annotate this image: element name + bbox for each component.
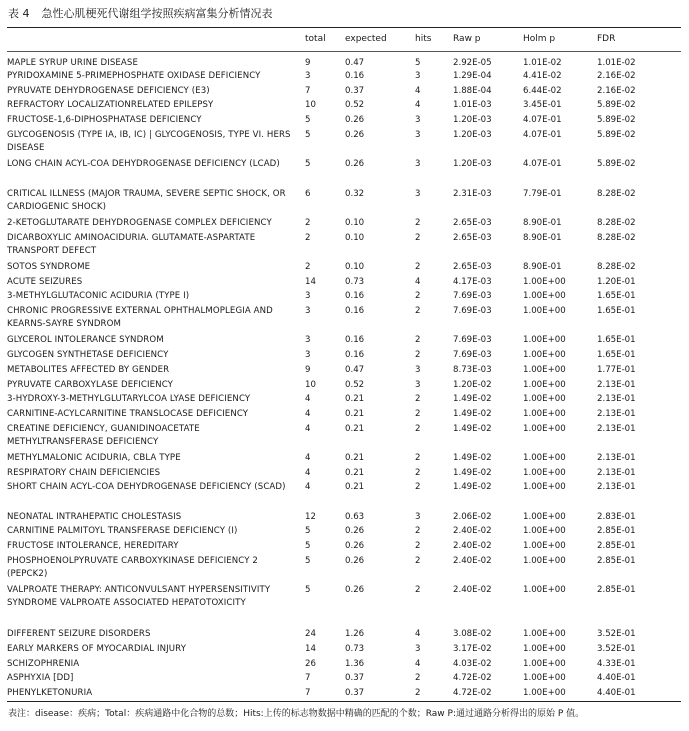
cell-holm-p: 1.00E+00 — [523, 629, 566, 640]
table-row — [7, 658, 681, 673]
cell-name: MAPLE SYRUP URINE DISEASE — [7, 58, 138, 68]
cell-total: 9 — [305, 58, 311, 68]
table-row — [7, 379, 681, 394]
cell-holm-p: 8.90E-01 — [523, 262, 562, 272]
cell-fdr: 8.28E-02 — [597, 232, 636, 243]
header-expected: expected — [345, 34, 387, 44]
cell-name: 2-KETOGLUTARATE DEHYDROGENASE COMPLEX DEFICIENCY — [7, 217, 272, 228]
cell-hits: 3 — [415, 643, 421, 654]
cell-holm-p: 4.07E-01 — [523, 129, 562, 140]
cell-name: VALPROATE THERAPY: ANTICONVULSANT HYPERSENSITIVITY SYNDROME VALPROATE ASSOCIATED HEPATOTOXICITY — [7, 585, 271, 609]
cell-expected: 0.21 — [345, 394, 365, 405]
cell-hits: 2 — [415, 217, 421, 228]
cell-holm-p: 1.00E+00 — [523, 541, 566, 552]
cell-total: 5 — [305, 115, 311, 126]
cell-hits: 3 — [415, 379, 421, 390]
cell-name: LONG CHAIN ACYL-COA DEHYDROGENASE DEFICIENCY (LCAD) — [7, 159, 280, 170]
cell-holm-p: 1.00E+00 — [523, 364, 566, 375]
cell-holm-p: 1.00E+00 — [523, 379, 566, 390]
cell-fdr: 2.85E-01 — [597, 585, 636, 596]
cell-holm-p: 7.79E-01 — [523, 188, 562, 199]
table-row — [7, 525, 681, 540]
cell-holm-p: 1.00E+00 — [523, 335, 566, 346]
cell-name: GLYCOGEN SYNTHETASE DEFICIENCY — [7, 350, 169, 361]
cell-holm-p: 8.90E-01 — [523, 232, 562, 243]
cell-name: 3-HYDROXY-3-METHYLGLUTARYLCOA LYASE DEFICIENCY — [7, 394, 251, 405]
cell-total: 5 — [305, 129, 311, 140]
cell-total: 4 — [305, 394, 311, 405]
table-row — [7, 85, 681, 100]
cell-hits: 2 — [415, 482, 421, 493]
cell-raw-p: 2.31E-03 — [453, 188, 492, 199]
table-row — [7, 540, 681, 555]
cell-fdr: 3.52E-01 — [597, 629, 636, 640]
table-footnote: 表注：disease：疾病；Total：疾病通路中化合物的总数；Hits:上传的标志物数据中精确的匹配的个数；Raw P:通过通路分析得出的原始 P 值。 — [8, 709, 585, 719]
cell-hits: 3 — [415, 364, 421, 375]
cell-raw-p: 2.06E-02 — [453, 511, 492, 522]
cell-fdr: 4.40E-01 — [597, 688, 636, 699]
cell-name: CHRONIC PROGRESSIVE EXTERNAL OPHTHALMOPLEGIA AND KEARNS-SAYRE SYNDROM — [7, 306, 273, 330]
cell-raw-p: 1.49E-02 — [453, 482, 492, 493]
cell-fdr: 2.85E-01 — [597, 526, 636, 537]
cell-hits: 2 — [415, 423, 421, 434]
cell-raw-p: 4.17E-03 — [453, 276, 492, 287]
cell-name: RESPIRATORY CHAIN DEFICIENCIES — [7, 467, 161, 478]
cell-holm-p: 1.00E+00 — [523, 555, 566, 566]
cell-expected: 0.32 — [345, 188, 365, 199]
cell-holm-p: 1.00E+00 — [523, 511, 566, 522]
cell-expected: 0.21 — [345, 452, 365, 463]
cell-raw-p: 1.20E-03 — [453, 115, 492, 126]
cell-expected: 1.36 — [345, 658, 365, 669]
cell-holm-p: 4.07E-01 — [523, 159, 562, 170]
cell-total: 2 — [305, 217, 311, 228]
cell-expected: 0.37 — [345, 688, 365, 699]
cell-total: 12 — [305, 511, 316, 522]
cell-expected: 0.26 — [345, 115, 365, 126]
cell-total: 3 — [305, 71, 311, 81]
cell-expected: 0.26 — [345, 526, 365, 537]
cell-total: 5 — [305, 159, 311, 170]
cell-total: 2 — [305, 262, 311, 272]
cell-expected: 0.21 — [345, 467, 365, 478]
cell-holm-p: 1.00E+00 — [523, 350, 566, 361]
cell-expected: 0.73 — [345, 643, 365, 654]
cell-total: 4 — [305, 482, 311, 493]
cell-fdr: 2.13E-01 — [597, 467, 636, 478]
table-row — [7, 99, 681, 114]
cell-raw-p: 1.49E-02 — [453, 452, 492, 463]
cell-holm-p: 4.41E-02 — [523, 71, 562, 81]
cell-holm-p: 6.44E-02 — [523, 85, 562, 96]
cell-total: 4 — [305, 467, 311, 478]
cell-expected: 0.63 — [345, 511, 365, 522]
table-row — [7, 364, 681, 379]
cell-total: 5 — [305, 555, 311, 566]
cell-raw-p: 2.92E-05 — [453, 58, 492, 68]
cell-total: 2 — [305, 232, 311, 243]
cell-fdr: 5.89E-02 — [597, 159, 636, 170]
cell-raw-p: 1.20E-03 — [453, 159, 492, 170]
cell-fdr: 2.85E-01 — [597, 555, 636, 566]
table-row — [7, 467, 681, 482]
cell-hits: 3 — [415, 188, 421, 199]
cell-holm-p: 1.00E+00 — [523, 452, 566, 463]
cell-hits: 2 — [415, 350, 421, 361]
cell-fdr: 5.89E-02 — [597, 100, 636, 111]
table-row — [7, 334, 681, 349]
cell-expected: 0.26 — [345, 585, 365, 596]
cell-expected: 0.47 — [345, 58, 365, 68]
cell-expected: 0.52 — [345, 379, 365, 390]
cell-fdr: 1.01E-02 — [597, 58, 636, 68]
cell-fdr: 4.40E-01 — [597, 673, 636, 684]
cell-holm-p: 1.00E+00 — [523, 658, 566, 669]
cell-fdr: 2.13E-01 — [597, 379, 636, 390]
cell-expected: 0.26 — [345, 159, 365, 170]
cell-expected: 0.26 — [345, 541, 365, 552]
cell-holm-p: 4.07E-01 — [523, 115, 562, 126]
cell-hits: 2 — [415, 452, 421, 463]
cell-hits: 4 — [415, 629, 421, 640]
cell-fdr: 1.65E-01 — [597, 335, 636, 346]
cell-fdr: 5.89E-02 — [597, 115, 636, 126]
cell-holm-p: 1.00E+00 — [523, 643, 566, 654]
cell-holm-p: 1.00E+00 — [523, 526, 566, 537]
cell-raw-p: 2.40E-02 — [453, 585, 492, 596]
cell-fdr: 8.28E-02 — [597, 188, 636, 199]
cell-name: FRUCTOSE INTOLERANCE, HEREDITARY — [7, 541, 179, 552]
table-row — [7, 217, 681, 232]
cell-hits: 4 — [415, 85, 421, 96]
table-row — [7, 188, 681, 217]
cell-total: 7 — [305, 673, 311, 684]
cell-hits: 2 — [415, 394, 421, 405]
table-row — [7, 158, 681, 187]
cell-raw-p: 1.20E-03 — [453, 129, 492, 140]
cell-hits: 3 — [415, 115, 421, 126]
enrichment-table — [7, 31, 681, 702]
cell-total: 14 — [305, 276, 316, 287]
cell-fdr: 8.28E-02 — [597, 262, 636, 272]
cell-raw-p: 4.03E-02 — [453, 658, 492, 669]
cell-expected: 0.73 — [345, 276, 365, 287]
cell-name: GLYCOGENOSIS (TYPE IA, IB, IC) | GLYCOGENOSIS, TYPE VI. HERS DISEASE — [7, 129, 291, 153]
cell-total: 10 — [305, 100, 316, 111]
cell-name: METABOLITES AFFECTED BY GENDER — [7, 364, 170, 375]
cell-hits: 2 — [415, 555, 421, 566]
table-header-row — [7, 31, 681, 53]
cell-expected: 0.26 — [345, 555, 365, 566]
table-row — [7, 408, 681, 423]
cell-holm-p: 1.00E+00 — [523, 467, 566, 478]
cell-expected: 0.10 — [345, 232, 365, 243]
cell-holm-p: 1.00E+00 — [523, 423, 566, 434]
cell-holm-p: 1.00E+00 — [523, 673, 566, 684]
cell-total: 3 — [305, 306, 311, 317]
header-raw-p: Raw p — [453, 34, 481, 44]
cell-name: CREATINE DEFICIENCY, GUANIDINOACETATE METHYLTRANSFERASE DEFICIENCY — [7, 423, 200, 447]
cell-name: CARNITINE-ACYLCARNITINE TRANSLOCASE DEFICIENCY — [7, 408, 249, 419]
cell-fdr: 2.85E-01 — [597, 541, 636, 552]
table-row — [7, 276, 681, 291]
table-row — [7, 305, 681, 334]
cell-expected: 0.16 — [345, 350, 365, 361]
cell-total: 7 — [305, 85, 311, 96]
table-row — [7, 423, 681, 452]
cell-total: 24 — [305, 629, 316, 640]
cell-raw-p: 8.73E-03 — [453, 364, 492, 375]
cell-fdr: 2.83E-01 — [597, 511, 636, 522]
cell-fdr: 2.13E-01 — [597, 452, 636, 463]
cell-fdr: 2.13E-01 — [597, 482, 636, 493]
table-title: 急性心肌梗死代谢组学按照疾病富集分析情况表 — [41, 7, 273, 20]
cell-holm-p: 3.45E-01 — [523, 100, 562, 111]
cell-fdr: 1.65E-01 — [597, 350, 636, 361]
cell-total: 5 — [305, 585, 311, 596]
table-row — [7, 349, 681, 364]
cell-holm-p: 1.00E+00 — [523, 276, 566, 287]
cell-expected: 1.26 — [345, 629, 365, 640]
cell-expected: 0.10 — [345, 262, 365, 272]
table-row — [7, 129, 681, 158]
cell-total: 4 — [305, 423, 311, 434]
table-row — [7, 555, 681, 584]
cell-hits: 3 — [415, 159, 421, 170]
cell-hits: 2 — [415, 306, 421, 317]
cell-total: 9 — [305, 364, 311, 375]
cell-raw-p: 4.72E-02 — [453, 688, 492, 699]
table-row — [7, 393, 681, 408]
table-row — [7, 261, 681, 276]
table-row — [7, 53, 681, 70]
table-row — [7, 232, 681, 261]
cell-raw-p: 7.69E-03 — [453, 350, 492, 361]
cell-hits: 2 — [415, 467, 421, 478]
header-disease — [7, 31, 305, 53]
cell-raw-p: 1.20E-02 — [453, 379, 492, 390]
cell-fdr: 1.20E-01 — [597, 276, 636, 287]
cell-holm-p: 1.00E+00 — [523, 585, 566, 596]
cell-name: GLYCEROL INTOLERANCE SYNDROM — [7, 335, 164, 346]
cell-raw-p: 1.88E-04 — [453, 85, 492, 96]
cell-total: 6 — [305, 188, 311, 199]
cell-name: ASPHYXIA [DD] — [7, 673, 74, 684]
cell-fdr: 2.16E-02 — [597, 85, 636, 96]
cell-expected: 0.37 — [345, 673, 365, 684]
cell-name: PHOSPHOENOLPYRUVATE CARBOXYKINASE DEFICIENCY 2 (PEPCK2) — [7, 555, 258, 579]
cell-name: EARLY MARKERS OF MYOCARDIAL INJURY — [7, 643, 187, 654]
cell-name: PYRIDOXAMINE 5-PRIMEPHOSPHATE OXIDASE DEFICIENCY — [7, 71, 261, 81]
cell-expected: 0.26 — [345, 129, 365, 140]
cell-expected: 0.16 — [345, 291, 365, 302]
table-row — [7, 672, 681, 687]
cell-hits: 2 — [415, 585, 421, 596]
cell-hits: 2 — [415, 408, 421, 419]
cell-fdr: 1.65E-01 — [597, 291, 636, 302]
cell-name: PYRUVATE DEHYDROGENASE DEFICIENCY (E3) — [7, 85, 210, 96]
table-row — [7, 628, 681, 643]
cell-expected: 0.52 — [345, 100, 365, 111]
cell-name: CRITICAL ILLNESS (MAJOR TRAUMA, SEVERE SEPTIC SHOCK, OR CARDIOGENIC SHOCK) — [7, 188, 286, 212]
cell-fdr: 1.77E-01 — [597, 364, 636, 375]
table-number: 表 4 — [8, 7, 30, 20]
cell-hits: 4 — [415, 658, 421, 669]
cell-holm-p: 1.00E+00 — [523, 291, 566, 302]
header-hits: hits — [415, 34, 432, 44]
table-caption — [8, 7, 273, 21]
cell-name: FRUCTOSE-1,6-DIPHOSPHATASE DEFICIENCY — [7, 115, 202, 126]
top-rule — [7, 27, 681, 28]
cell-raw-p: 7.69E-03 — [453, 291, 492, 302]
cell-expected: 0.10 — [345, 217, 365, 228]
cell-total: 14 — [305, 643, 316, 654]
cell-total: 5 — [305, 526, 311, 537]
cell-raw-p: 4.72E-02 — [453, 673, 492, 684]
cell-name: CARNITINE PALMITOYL TRANSFERASE DEFICIENCY (I) — [7, 526, 238, 537]
cell-expected: 0.47 — [345, 364, 365, 375]
cell-name: 3-METHYLGLUTACONIC ACIDURIA (TYPE I) — [7, 291, 190, 302]
cell-holm-p: 1.00E+00 — [523, 688, 566, 699]
cell-raw-p: 2.65E-03 — [453, 262, 492, 272]
cell-holm-p: 1.01E-02 — [523, 58, 562, 68]
table-row — [7, 511, 681, 526]
header-fdr: FDR — [597, 34, 616, 44]
table-body — [7, 53, 681, 702]
cell-total: 3 — [305, 291, 311, 302]
cell-expected: 0.37 — [345, 85, 365, 96]
table-row — [7, 481, 681, 510]
table-row — [7, 452, 681, 467]
cell-total: 3 — [305, 335, 311, 346]
cell-name: METHYLMALONIC ACIDURIA, CBLA TYPE — [7, 452, 181, 463]
cell-hits: 5 — [415, 58, 421, 68]
cell-raw-p: 2.65E-03 — [453, 232, 492, 243]
header-holm-p: Holm p — [523, 34, 556, 44]
bottom-rule — [7, 701, 681, 702]
cell-hits: 2 — [415, 232, 421, 243]
table-row — [7, 584, 681, 628]
cell-expected: 0.21 — [345, 408, 365, 419]
table-row — [7, 114, 681, 129]
cell-raw-p: 1.01E-03 — [453, 100, 492, 111]
cell-hits: 2 — [415, 262, 421, 272]
cell-hits: 2 — [415, 335, 421, 346]
cell-fdr: 4.33E-01 — [597, 658, 636, 669]
cell-expected: 0.21 — [345, 482, 365, 493]
cell-fdr: 8.28E-02 — [597, 217, 636, 228]
cell-raw-p: 3.17E-02 — [453, 643, 492, 654]
cell-hits: 2 — [415, 526, 421, 537]
cell-name: PYRUVATE CARBOXYLASE DEFICIENCY — [7, 379, 173, 390]
cell-holm-p: 1.00E+00 — [523, 408, 566, 419]
cell-total: 3 — [305, 350, 311, 361]
cell-raw-p: 1.49E-02 — [453, 408, 492, 419]
cell-raw-p: 1.49E-02 — [453, 467, 492, 478]
cell-holm-p: 1.00E+00 — [523, 394, 566, 405]
table-row — [7, 643, 681, 658]
cell-name: NEONATAL INTRAHEPATIC CHOLESTASIS — [7, 511, 182, 522]
cell-total: 4 — [305, 408, 311, 419]
cell-hits: 2 — [415, 688, 421, 699]
cell-holm-p: 1.00E+00 — [523, 306, 566, 317]
cell-raw-p: 1.49E-02 — [453, 423, 492, 434]
cell-fdr: 5.89E-02 — [597, 129, 636, 140]
table-row — [7, 687, 681, 702]
cell-name: PHENYLKETONURIA — [7, 688, 93, 699]
cell-total: 5 — [305, 541, 311, 552]
cell-raw-p: 1.49E-02 — [453, 394, 492, 405]
cell-raw-p: 7.69E-03 — [453, 335, 492, 346]
cell-hits: 4 — [415, 100, 421, 111]
cell-expected: 0.16 — [345, 306, 365, 317]
table-row — [7, 290, 681, 305]
cell-hits: 3 — [415, 129, 421, 140]
cell-total: 7 — [305, 688, 311, 699]
header-total: total — [305, 34, 326, 44]
cell-expected: 0.16 — [345, 335, 365, 346]
cell-name: DICARBOXYLIC AMINOACIDURIA. GLUTAMATE-ASPARTATE TRANSPORT DEFECT — [7, 232, 256, 256]
cell-name: SHORT CHAIN ACYL-COA DEHYDROGENASE DEFICIENCY (SCAD) — [7, 482, 286, 493]
cell-raw-p: 1.29E-04 — [453, 71, 492, 81]
cell-raw-p: 2.40E-02 — [453, 555, 492, 566]
cell-raw-p: 2.40E-02 — [453, 541, 492, 552]
cell-expected: 0.16 — [345, 71, 365, 81]
cell-fdr: 3.52E-01 — [597, 643, 636, 654]
cell-raw-p: 3.08E-02 — [453, 629, 492, 640]
cell-raw-p: 7.69E-03 — [453, 306, 492, 317]
cell-hits: 2 — [415, 541, 421, 552]
cell-hits: 3 — [415, 511, 421, 522]
cell-name: REFRACTORY LOCALIZATIONRELATED EPILEPSY — [7, 100, 214, 111]
cell-name: SCHIZOPHRENIA — [7, 658, 80, 669]
cell-fdr: 2.13E-01 — [597, 394, 636, 405]
cell-fdr: 1.65E-01 — [597, 306, 636, 317]
cell-expected: 0.21 — [345, 423, 365, 434]
cell-fdr: 2.13E-01 — [597, 423, 636, 434]
cell-total: 4 — [305, 452, 311, 463]
cell-hits: 3 — [415, 71, 421, 81]
cell-total: 10 — [305, 379, 316, 390]
cell-name: DIFFERENT SEIZURE DISORDERS — [7, 629, 151, 640]
cell-raw-p: 2.65E-03 — [453, 217, 492, 228]
cell-fdr: 2.13E-01 — [597, 408, 636, 419]
table-row — [7, 70, 681, 85]
cell-name: SOTOS SYNDROME — [7, 262, 91, 272]
cell-holm-p: 8.90E-01 — [523, 217, 562, 228]
cell-raw-p: 2.40E-02 — [453, 526, 492, 537]
cell-holm-p: 1.00E+00 — [523, 482, 566, 493]
cell-hits: 4 — [415, 276, 421, 287]
cell-fdr: 2.16E-02 — [597, 71, 636, 81]
cell-name: ACUTE SEIZURES — [7, 276, 83, 287]
cell-hits: 2 — [415, 673, 421, 684]
cell-hits: 2 — [415, 291, 421, 302]
cell-total: 26 — [305, 658, 316, 669]
